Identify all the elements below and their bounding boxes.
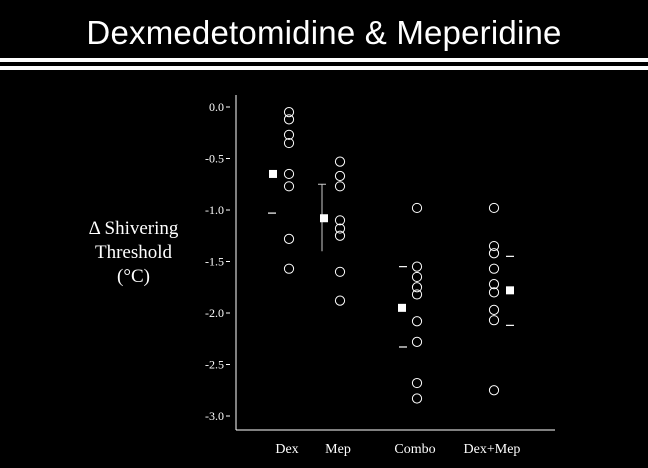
data-point bbox=[412, 317, 421, 326]
y-tick-label: -2.5 bbox=[205, 357, 224, 372]
data-point bbox=[335, 231, 344, 240]
data-point bbox=[284, 234, 293, 243]
data-point bbox=[489, 305, 498, 314]
x-tick-label: Dex+Mep bbox=[463, 442, 521, 457]
mean-marker bbox=[398, 304, 406, 312]
chart-axes bbox=[205, 95, 555, 457]
slide-title: Dexmedetomidine & Meperidine bbox=[86, 14, 562, 51]
y-tick-label: -3.0 bbox=[205, 409, 224, 423]
data-point bbox=[412, 290, 421, 299]
y-tick-label: -1.5 bbox=[205, 254, 224, 269]
mean-marker bbox=[320, 214, 328, 222]
x-tick-label: Dex bbox=[275, 442, 299, 457]
data-point bbox=[489, 241, 498, 250]
mean-marker bbox=[269, 170, 277, 178]
sd-bars bbox=[268, 184, 514, 347]
data-point bbox=[412, 272, 421, 281]
data-point bbox=[489, 249, 498, 258]
mean-markers bbox=[269, 170, 514, 312]
data-point bbox=[284, 108, 293, 117]
data-point bbox=[489, 264, 498, 273]
y-tick-label: -2.0 bbox=[205, 306, 224, 320]
data-point bbox=[284, 115, 293, 124]
data-point bbox=[412, 262, 421, 271]
data-point bbox=[335, 182, 344, 191]
y-axis-label-line-1: Δ Shivering bbox=[88, 218, 179, 239]
data-point bbox=[412, 337, 421, 346]
data-point bbox=[284, 264, 293, 273]
data-points bbox=[284, 108, 498, 404]
data-point bbox=[489, 203, 498, 212]
y-tick-label: -0.5 bbox=[205, 151, 224, 166]
data-point bbox=[489, 386, 498, 395]
data-point bbox=[412, 378, 421, 387]
y-tick-label: -1.0 bbox=[205, 203, 224, 217]
data-point bbox=[335, 296, 344, 305]
data-point bbox=[335, 157, 344, 166]
mean-marker bbox=[506, 286, 514, 294]
y-tick-label: 0.0 bbox=[209, 100, 224, 114]
data-point bbox=[335, 171, 344, 180]
data-point bbox=[335, 267, 344, 276]
data-point bbox=[284, 169, 293, 178]
data-point bbox=[284, 182, 293, 191]
data-point bbox=[412, 203, 421, 212]
data-point bbox=[489, 316, 498, 325]
y-axis-label-line-3: (°C) bbox=[117, 266, 150, 287]
data-point bbox=[412, 283, 421, 292]
x-tick-label: Mep bbox=[325, 442, 351, 457]
y-axis-label-line-2: Threshold bbox=[94, 242, 173, 263]
x-tick-label: Combo bbox=[394, 442, 436, 457]
data-point bbox=[412, 394, 421, 403]
